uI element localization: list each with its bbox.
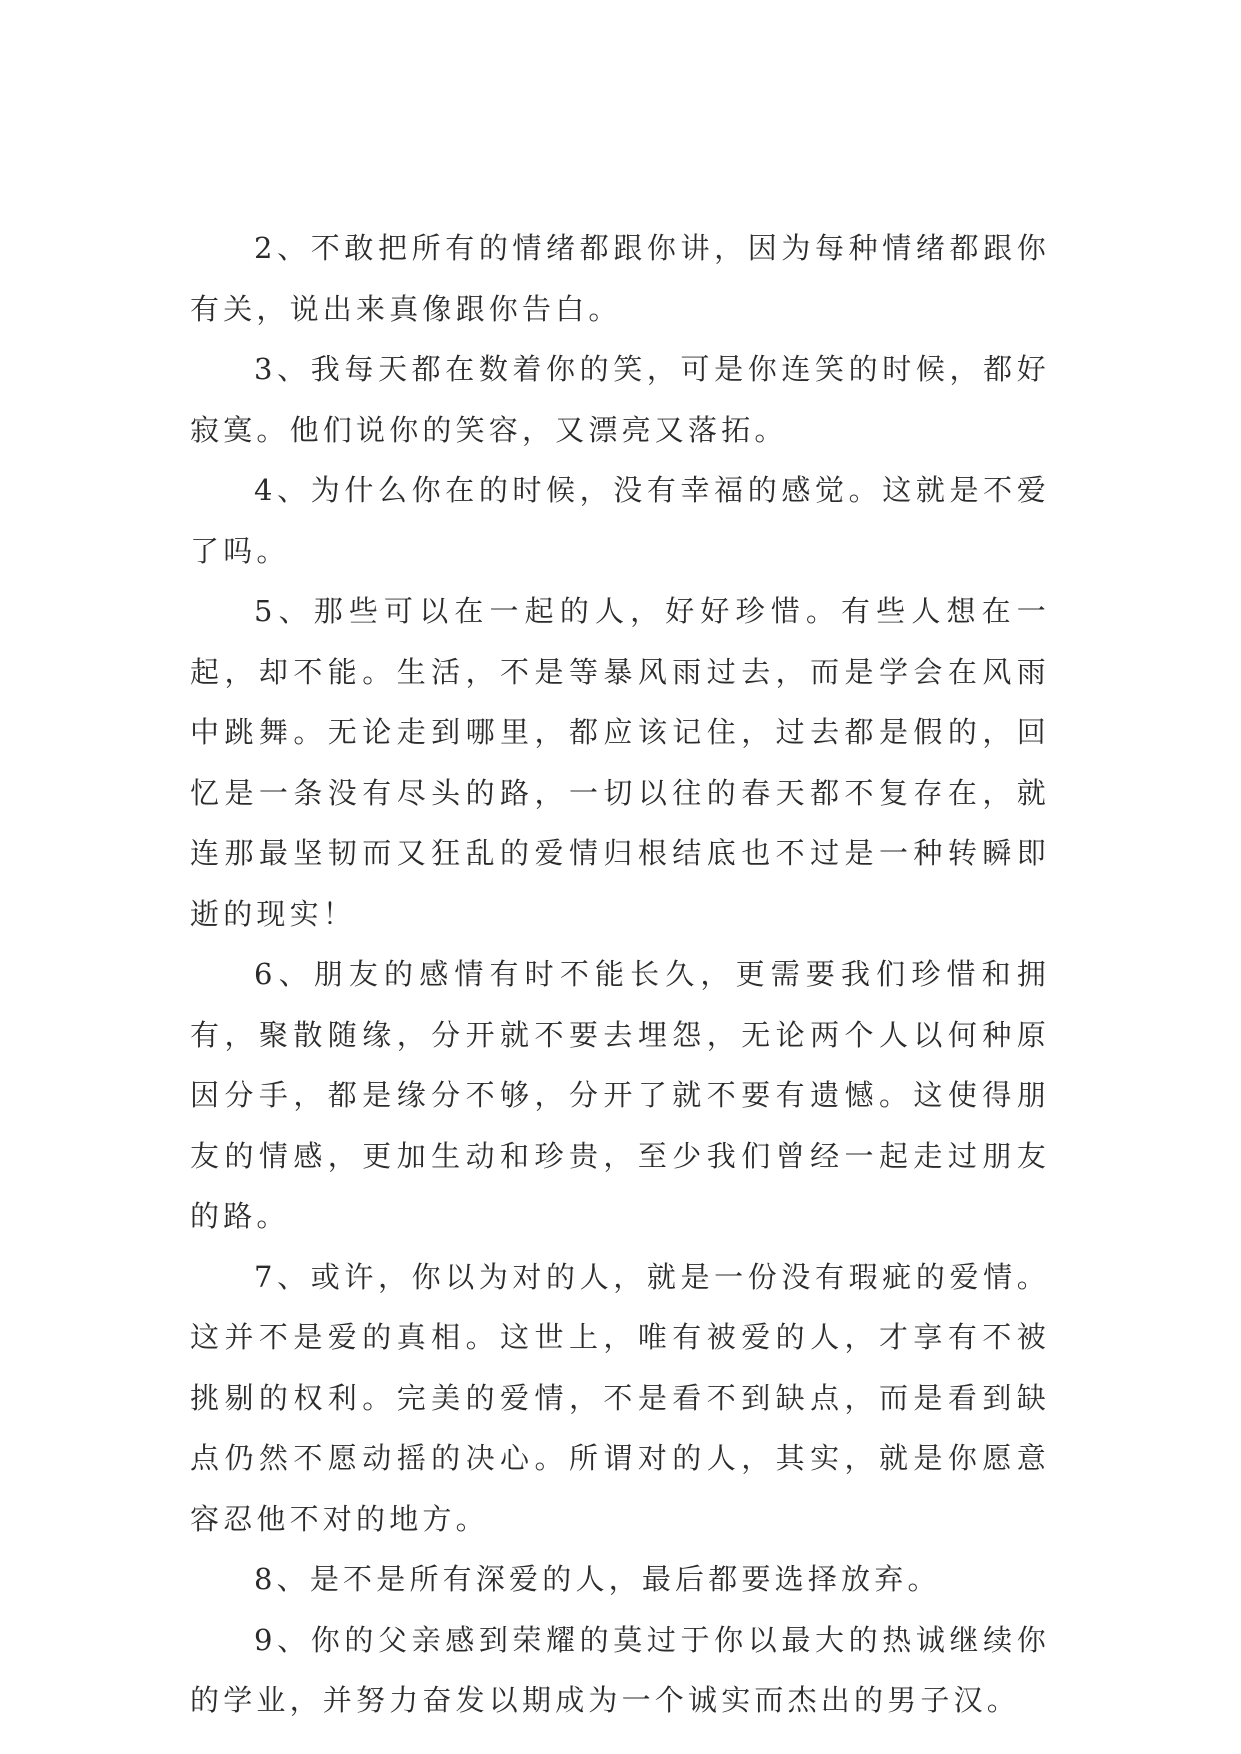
paragraph-2: 2、不敢把所有的情绪都跟你讲，因为每种情绪都跟你有关，说出来真像跟你告白。	[190, 231, 1050, 326]
paragraph-8: 8、是不是所有深爱的人，最后都要选择放弃。	[254, 1562, 941, 1596]
paragraph-7: 7、或许，你以为对的人，就是一份没有瑕疵的爱情。这并不是爱的真相。这世上，唯有被爱的人，才享有不被挑剔的权利。完美的爱情，不是看不到缺点，而是看到缺点仍然不愿动摇的决心。所谓对的人，其实，就是你愿意容忍他不对的地方。	[190, 1259, 1050, 1536]
paragraph-9: 9、你的父亲感到荣耀的莫过于你以最大的热诚继续你的学业，并努力奋发以期成为一个诚实而杰出的男子汉。	[190, 1622, 1050, 1717]
paragraph-5: 5、那些可以在一起的人，好好珍惜。有些人想在一起，却不能。生活，不是等暴风雨过去，而是学会在风雨中跳舞。无论走到哪里，都应该记住，过去都是假的，回忆是一条没有尽头的路，一切以往的春天都不复存在，就连那最坚韧而又狂乱的爱情归根结底也不过是一种转瞬即逝的现实！	[190, 594, 1050, 931]
paragraph-4: 4、为什么你在的时候，没有幸福的感觉。这就是不爱了吗。	[190, 473, 1050, 568]
paragraph-3: 3、我每天都在数着你的笑，可是你连笑的时候，都好寂寞。他们说你的笑容，又漂亮又落拓。	[190, 352, 1050, 447]
paragraph-6: 6、朋友的感情有时不能长久，更需要我们珍惜和拥有，聚散随缘，分开就不要去埋怨，无论两个人以何种原因分手，都是缘分不够，分开了就不要有遗憾。这使得朋友的情感，更加生动和珍贵，至少我们曾经一起走过朋友的路。	[190, 957, 1050, 1233]
document-body	[190, 218, 1050, 1731]
